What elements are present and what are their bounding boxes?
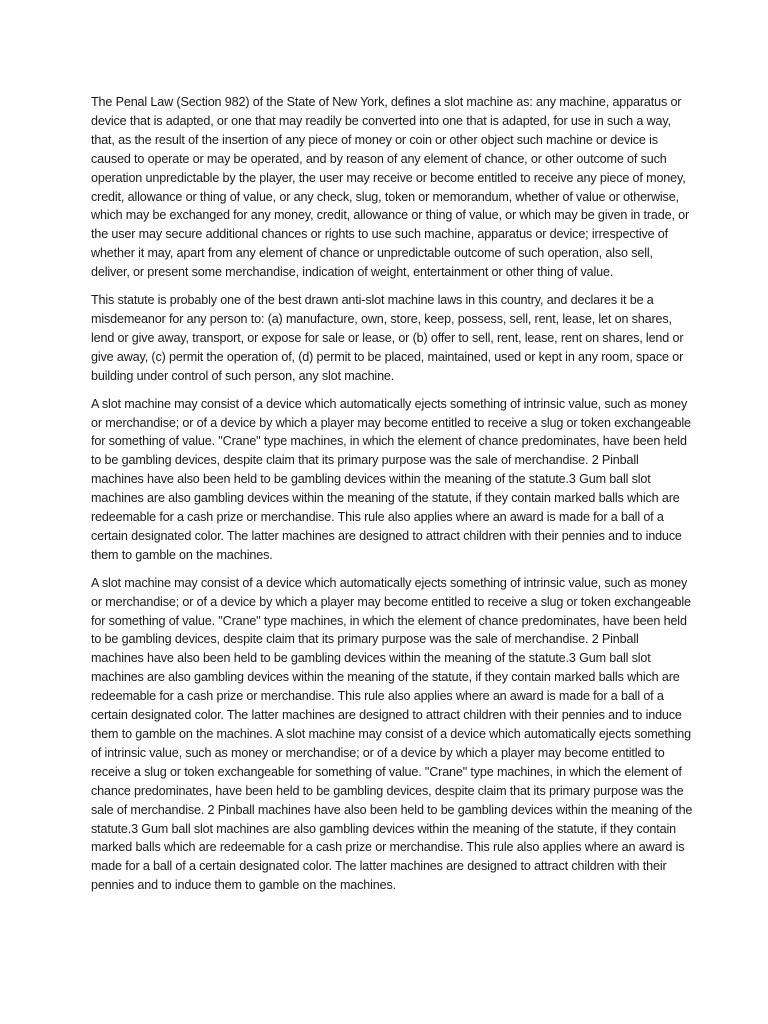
paragraph-definition: The Penal Law (Section 982) of the State of New York, defines a slot machine as: any machine, apparatus or device that is adapted, or one that may readily be converted into one that is adapted, for use in such a way, that, as the result of the insertion of any piece of money or coin or other object such machine or device is caused to operate or may be operated, and by reason of any element of chance, or other outcome of such operation unpredictable by the player, the user may receive or become entitled to receive any piece of money, credit, allowance or thing of value, or any check, slug, token or memorandum, whether of value or otherwise, which may be exchanged for any money, credit, allowance or thing of value, or which may be given in trade, or the user may secure additional chances or rights to use such machine, apparatus or device; irrespective of whether it may, apart from any element of chance or unpredictable outcome of such operation, also sell, deliver, or present some merchandise, indication of weight, entertainment or other thing of value. xyxy=(91,95,690,280)
document-page xyxy=(91,93,693,904)
paragraph-slot-machine: A slot machine may consist of a device which automatically ejects something of intrinsic value, such as money or merchandise; or of a device by which a player may become entitled to receive a slug or token exchangeable for something of value. "Crane" type machines, in which the element of chance predominates, have been held to be gambling devices, despite claim that its primary purpose was the sale of merchandise. 2 Pinball machines have also been held to be gambling devices within the meaning of the statute.3 Gum ball slot machines are also gambling devices within the meaning of the statute, if they contain marked balls which are redeemable for a cash prize or merchandise. This rule also applies where an award is made for a ball of a certain designated color. The latter machines are designed to attract children with their pennies and to induce them to gamble on the machines. xyxy=(91,396,691,562)
paragraph-slot-machine-repeated: A slot machine may consist of a device which automatically ejects something of intrinsic value, such as money or merchandise; or of a device by which a player may become entitled to receive a slug or token exchangeable for something of value. "Crane" type machines, in which the element of chance predominates, have been held to be gambling devices, despite claim that its primary purpose was the sale of merchandise. 2 Pinball machines have also been held to be gambling devices within the meaning of the statute.3 Gum ball slot machines are also gambling devices within the meaning of the statute, if they contain marked balls which are redeemable for a cash prize or merchandise. This rule also applies where an award is made for a ball of a certain designated color. The latter machines are designed to attract children with their pennies and to induce them to gamble on the machines. A slot machine may consist of a device which automatically ejects something of intrinsic value, such as money or merchandise; or of a device by which a player may become entitled to receive a slug or token exchangeable for something of value. "Crane" type machines, in which the element of chance predominates, have been held to be gambling devices, despite claim that its primary purpose was the sale of merchandise. 2 Pinball machines have also been held to be gambling devices within the meaning of the statute.3 Gum ball slot machines are also gambling devices within the meaning of the statute, if they contain marked balls which are redeemable for a cash prize or merchandise. This rule also applies where an award is made for a ball of a certain designated color. The latter machines are designed to attract children with their pennies and to induce them to gamble on the machines. xyxy=(91,575,693,893)
paragraph-statute: This statute is probably one of the best drawn anti-slot machine laws in this country, and declares it be a misdemeanor for any person to: (a) manufacture, own, store, keep, possess, sell, rent, lease, let on shares, lend or give away, transport, or expose for sale or lease, or (b) offer to sell, rent, lease, rent on shares, lend or give away, (c) permit the operation of, (d) permit to be placed, maintained, used or kept in any room, space or building under control of such person, any slot machine. xyxy=(91,293,684,383)
